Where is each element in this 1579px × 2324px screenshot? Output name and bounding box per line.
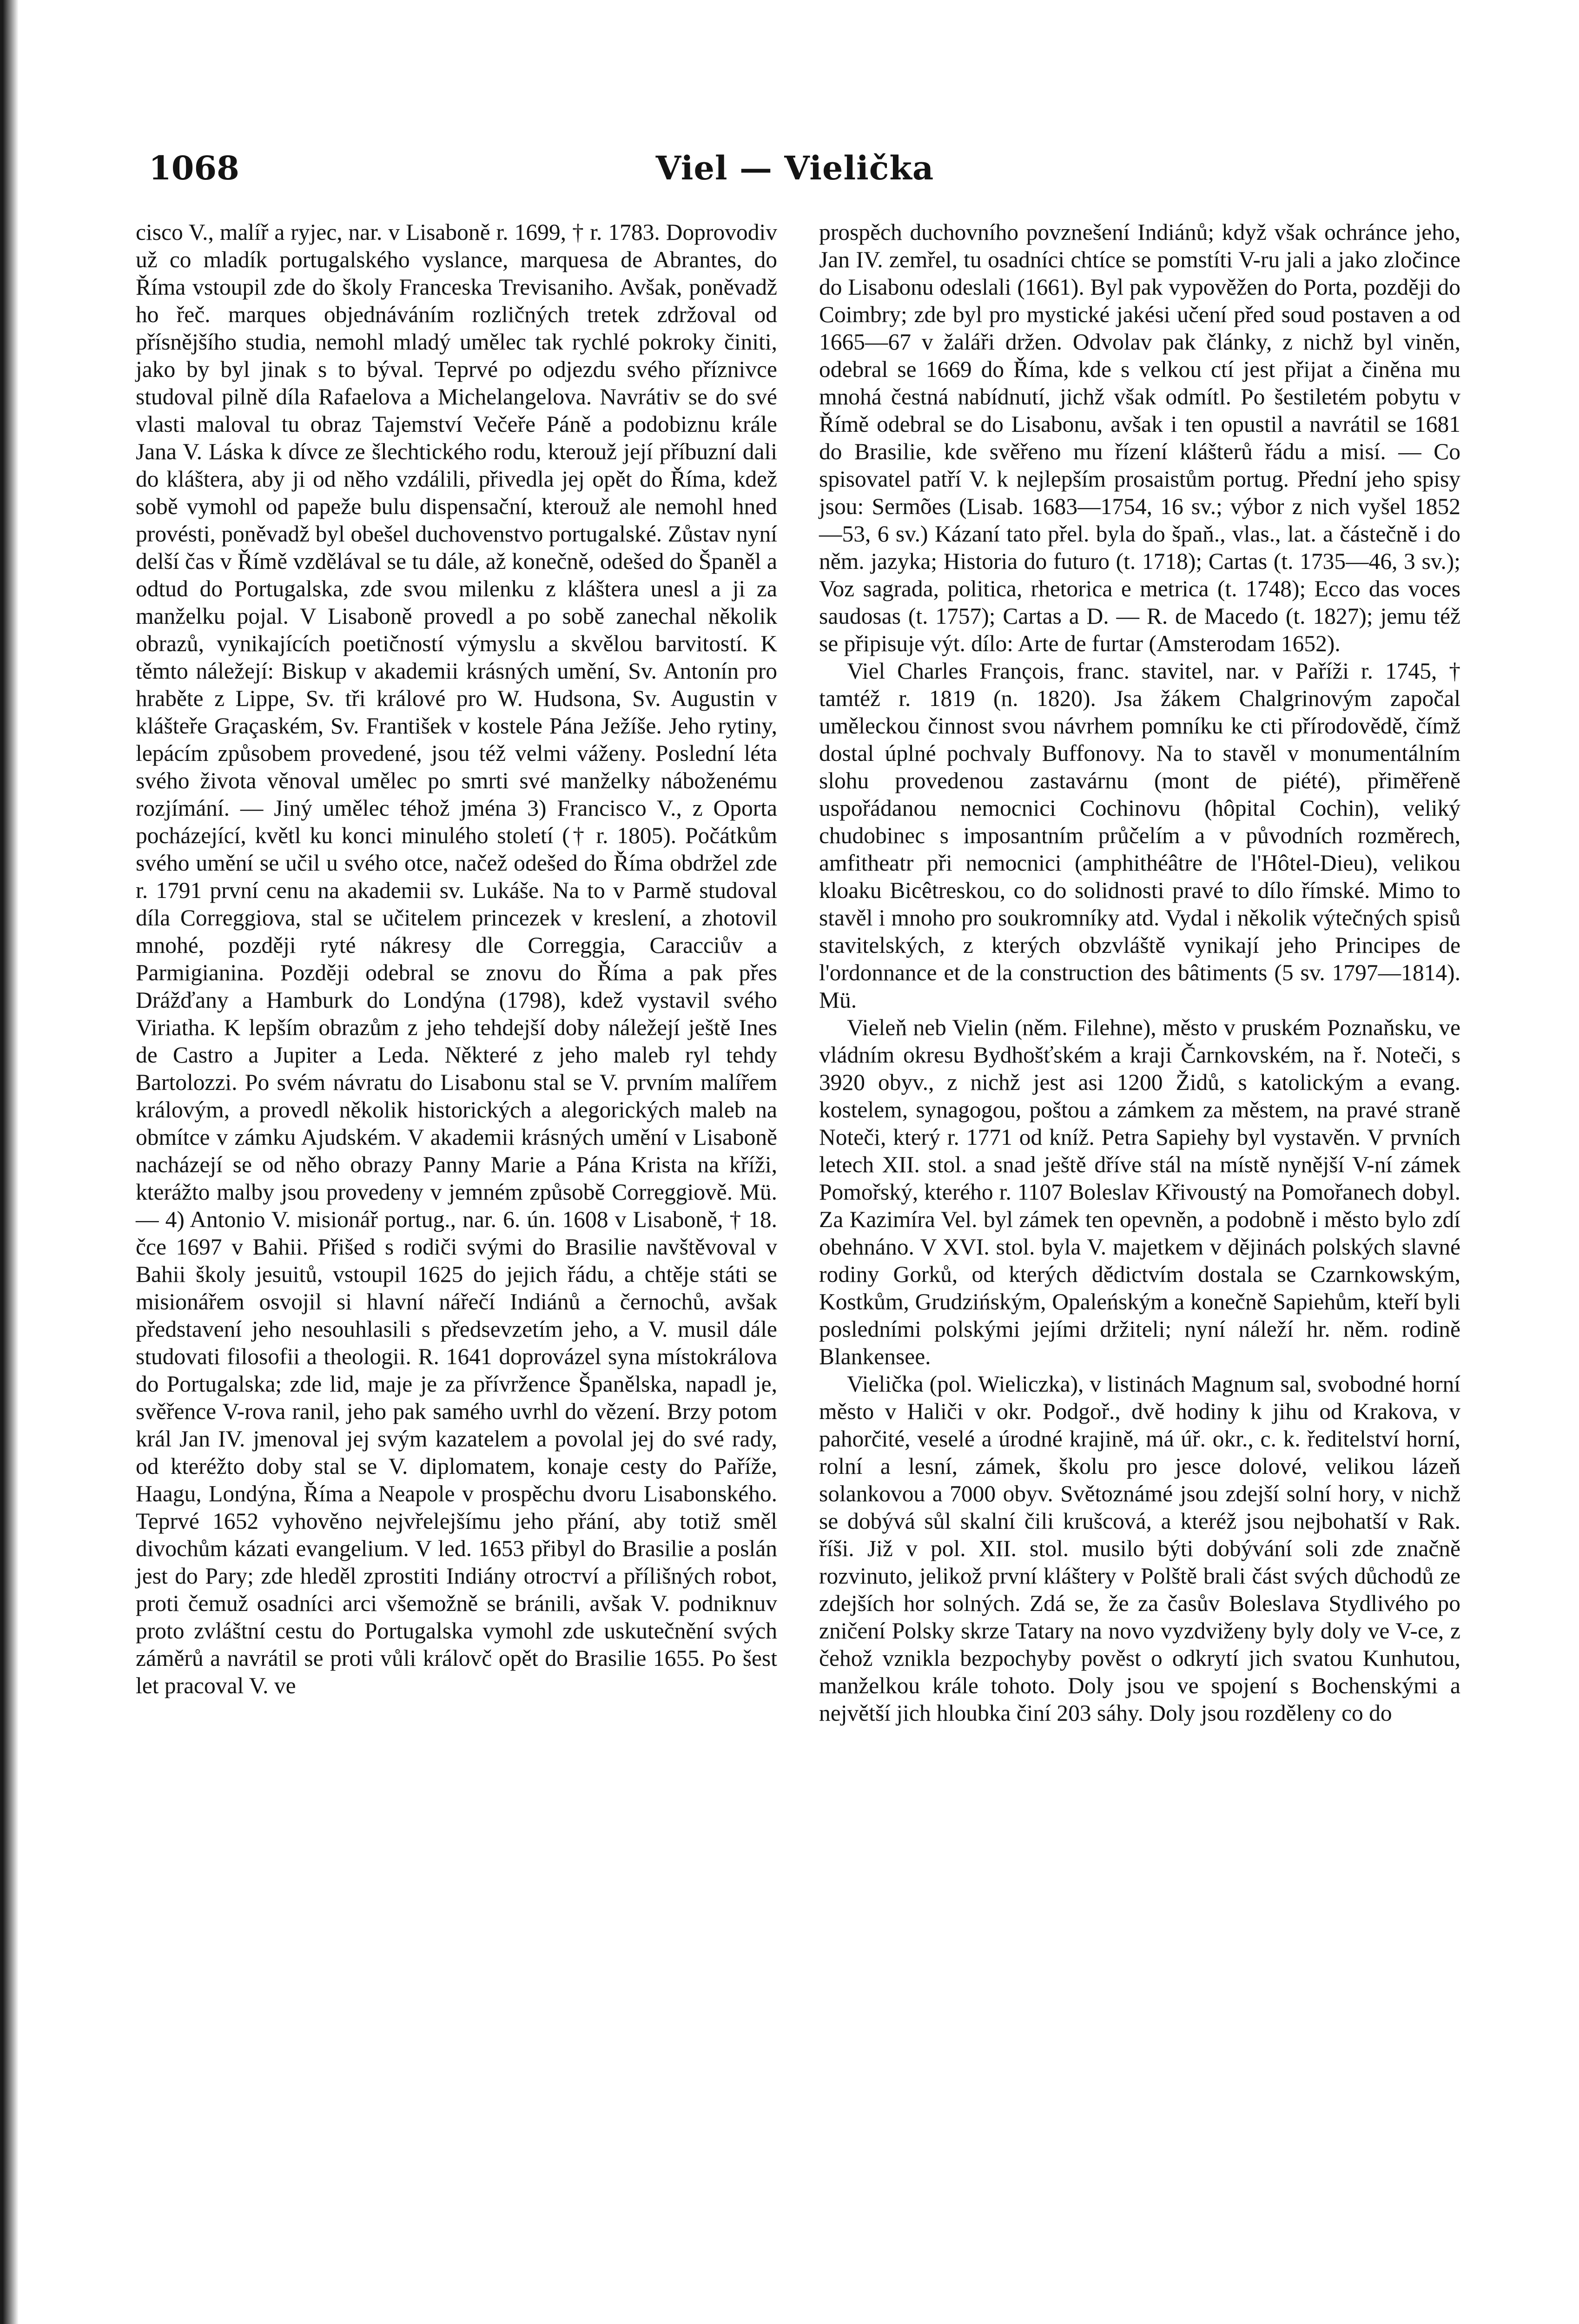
paragraph-entry-viel-antonio-continued: prospěch duchovního povznešení Indiánů; když však ochránce jeho, Jan IV. zemřel, tu osadníci chtíce se pomstíti V-ru jali a jako zločince do Lisabonu odeslali (1661). Byl pak vypověžen do Porta, později do Coimbry; zde byl pro mystické jakési učení před soud postaven a od 1665—67 v žaláři držen. Odvolav pak články, z nichž byl viněn, odebral se 1669 do Říma, kde s velkou ctí jest přijat a činěna mu mnohá čestná nabídnutí, jichž však odmítl. Po šestiletém pobytu v Římě odebral se do Lisabonu, avšak i ten opustil a navrátil se 1681 do Brasilie, kde svěřeno mu řízení klášterů řádu a misí. — Co spisovatel patří V. k nejlepším prosaistům portug. Přední jeho spisy jsou: Sermões (Lisab. 1683—1754, 16 sv.; výbor z nich vyšel 1852—53, 6 sv.) Kázaní tato přel. byla do špaň., vlas., lat. a částečně i do něm. jazyka; Historia do futuro (t. 1718); Cartas (t. 1735—46, 3 sv.); Voz sagrada, politica, rhetorica e metrica (t. 1748); Ecco das voces saudosas (t. 1757); Cartas a D. — R. de Macedo (t. 1827); jemu též se připisuje výt. dílo: Arte de furtar (Amsterodam 1652). <box>819 219 1460 656</box>
right-column <box>819 218 1460 1727</box>
page-edge-shadow <box>0 0 19 2324</box>
page-header <box>149 149 1441 200</box>
page-number: 1068 <box>149 149 239 187</box>
paragraph-entry-viel-continued: cisco V., malíř a ryjec, nar. v Lisaboně r. 1699, † r. 1783. Doprovodiv už co mladík portugalského vyslance, marquesa de Abrantes, do Říma vstoupil zde do školy Franceska Trevisaniho. Avšak, poněvadž ho řeč. marques objednáváním rozličných tretek zdržoval od přísnějšího studia, nemohl mladý umělec tak rychlé pokroky činiti, jako by byl jinak s to býval. Teprvé po odjezdu svého příznivce studoval pilně díla Rafaelova a Michelangelova. Navrátiv se do své vlasti maloval tu obraz Tajemství Večeře Páně a podobiznu krále Jana V. Láska k dívce ze šlechtického rodu, kterouž její příbuzní dali do kláštera, aby ji od něho vzdálili, přivedla jej opět do Říma, kdež sobě vymohl od papeže bulu dispensační, kterouž ale nemohl hned provésti, poněvadž byl obešel duchovenstvo portugalské. Zůstav nyní delší čas v Římě vzdělával se tu dále, až konečně, odešed do Španěl a odtud do Portugalska, zde svou milenku z kláštera unesl a ji za manželku pojal. V Lisaboně provedl a po sobě zanechal několik obrazů, vynikajících poetičností výmyslu a skvělou barvitostí. K těmto náležejí: Biskup v akademii krásných umění, Sv. Antonín pro hraběte z Lippe, Sv. tři králové pro W. Hudsona, Sv. Augustin v klášteře Graçaském, Sv. František v kostele Pána Ježíše. Jeho rytiny, lepácím způsobem provedené, jsou též velmi váženy. Poslední léta svého života věnoval umělec po smrti své manželky náboženému rozjímání. — Jiný umělec téhož jména 3) Francisco V., z Oporta pocházející, květl ku konci minulého století († r. 1805). Počátkům svého umění se učil u svého otce, načež odešed do Říma obdržel zde r. 1791 první cenu na akademii sv. Lukáše. Na to v Parmě studoval díla Correggiova, stal se učitelem princezek v kreslení, a zhotovil mnohé, později ryté nákresy dle Correggia, Caracciův a Parmigianina. Později odebral se znovu do Říma a pak přes Drážďany a Hamburk do Londýna (1798), kdež vystavil svého Viriatha. K lepším obrazům z jeho tehdejší doby náležejí ještě Ines de Castro a Jupiter a Leda. Některé z jeho maleb ryl tehdy Bartolozzi. Po svém návratu do Lisabonu stal se V. prvním malířem královým, a provedl několik historických a alegorických maleb na obmítce v zámku Ajudském. V akademii krásných umění v Lisaboně nacházejí se od něho obrazy Panny Marie a Pána Krista na kříži, kterážto malby jsou provedeny v jemném způsobě Correggiově. Mü. — 4) Antonio V. misionář portug., nar. 6. ún. 1608 v Lisaboně, † 18. čce 1697 v Bahii. Přišed s rodiči svými do Brasilie navštěvoval v Bahii školy jesuitů, vstoupil 1625 do jejich řádu, a chtěje státi se misionářem osvojil si hlavní nářečí Indiánů a černochů, avšak představení jeho nesouhlasili s předsevzetím jeho, a V. musil dále studovati filosofii a theologii. R. 1641 doprovázel syna místokrálova do Portugalska; zde lid, maje je za přívržence Španělska, napadl je, svěřence V-rova ranil, jeho pak samého uvrhl do vězení. Brzy potom král Jan IV. jmenoval jej svým kazatelem a povolal jej do své rady, od kteréžto doby stal se V. diplomatem, konaje cesty do Paříže, Haagu, Londýna, Říma a Neapole v prospěchu dvoru Lisabonského. Teprvé 1652 vyhověno nejvřelejšímu jeho přání, aby totiž směl divochům kázati evangelium. V led. 1653 přibyl do Brasilie a poslán jest do Pary; zde hleděl zprostiti Indiány otrocтví a přílišných robot, proti čemuž osadníci arci všemožně se bránili, avšak V. podniknuv proto zvláštní cestu do Portugalska vymohl zde uskutečnění svých záměrů a navrátil se proti vůli královč opět do Brasilie 1655. Po šest let pracoval V. ve <box>136 219 777 1698</box>
paragraph-entry-vielen: Vieleň neb Vielin (něm. Filehne), město v pruském Poznaňsku, ve vládním okresu Bydhošťském a kraji Čarnkovském, na ř. Noteči, s 3920 obyv., z nichž jest asi 1200 Židů, s katolickým a evang. kostelem, synagogou, poštou a zámkem za městem, na pravé straně Noteči, který r. 1771 od kníž. Petra Sapiehy byl vystavěn. V prvních letech XII. stol. a snad ještě dříve stál na místě nynější V-ní zámek Pomořský, kterého r. 1107 Boleslav Křivoustý na Pomořanech dobyl. Za Kazimíra Vel. byl zámek ten opevněn, a podobně i město bylo zdí obehnáno. V XVI. stol. byla V. majetkem v dějinách polských slavné rodiny Gorků, od kterých dědictvím dostala se Czarnkowským, Kostkům, Grudzińským, Opaleńským a konečně Sapiehům, kteří byli posledními polskými jejími držiteli; nyní náleží hr. něm. rodině Blankensee. <box>819 1015 1460 1369</box>
paragraph-entry-viel-charles-francois: Viel Charles François, franc. stavitel, nar. v Paříži r. 1745, † tamtéž r. 1819 (n. 1820). Jsa žákem Chalgrinovým započal uměleckou činnost svou návrhem pomníku ke cti přírodovědě, čímž dostal úplné pochvaly Buffonovy. Na to stavěl v monumentálním slohu provedenou zastavárnu (mont de piété), přiměřeně uspořádanou nemocnici Cochinovu (hôpital Cochin), veliký chudobinec s imposantním průčelím a v původních rozměrech, amfitheatr při nemocnici (amphithéâtre de l'Hôtel-Dieu), velikou kloaku Bicêtreskou, co do solidnosti pravé to dílo římské. Mimo to stavěl i mnoho pro soukromníky atd. Vydal i několik výtečných spisů stavitelských, z kterých obzvláště vynikají jeho Principes de l'ordonnance et de la construction des bâtiments (5 sv. 1797—1814). Mü. <box>819 658 1460 1013</box>
running-head: Viel — Vielička <box>655 149 934 187</box>
left-column <box>136 218 777 1699</box>
paragraph-entry-vielicka: Vielička (pol. Wieliczka), v listinách Magnum sal, svobodné horní město v Haliči v okr. Podgoř., dvě hodiny k jihu od Krakova, v pahorčité, veselé a úrodné krajině, má úř. okr., c. k. ředitelství horní, rolní a lesní, zámek, školu pro jesce dolové, velikou lázeň solankovou a 7000 obyv. Světoznámé jsou zdejší solní hory, v nichž se dobývá sůl skalní čili krušcová, a kteréž jsou nejbohatší v Rak. říši. Již v pol. XII. stol. musilo býti dobývání soli zde značně rozvinuto, jelikož první kláštery v Polště brali část svých důchodů ze zdejších hor solných. Zdá se, že za časův Boleslava Stydlivého po zničení Polsky skrze Tatary na novo vyzdviženy byly doly ve V-ce, z čehož vznikla bezpochyby pověst o odkrytí jich svatou Kunhutou, manželkou krále tohoto. Doly jsou ve spojení s Bochenskými a největší jich hloubka činí 203 sáhy. Doly jsou rozděleny co do <box>819 1371 1460 1726</box>
